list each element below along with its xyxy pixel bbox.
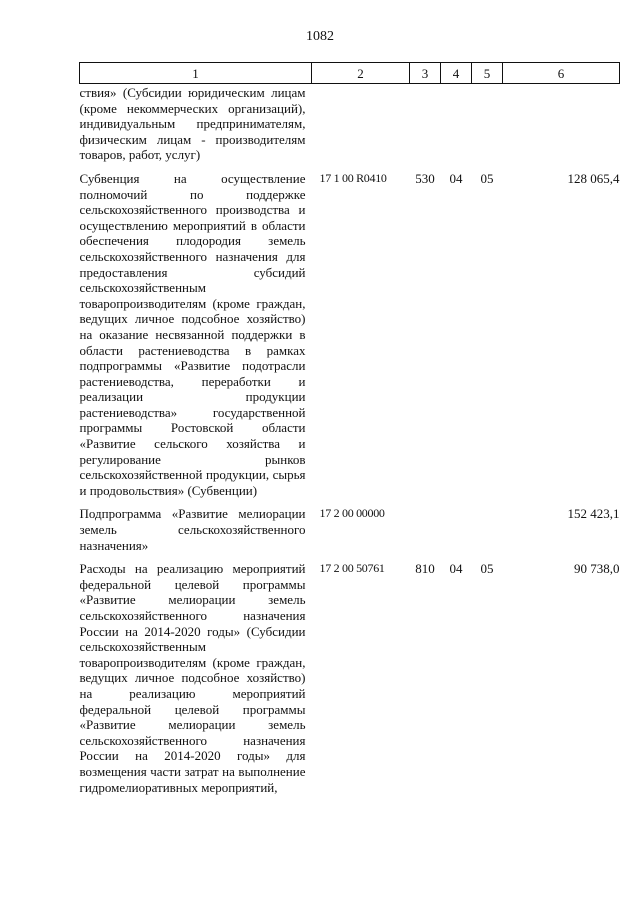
table-row <box>80 498 620 553</box>
row-name: Субвенция на осуществление полномочий по поддержке сельскохозяйственного производства и осуществлению мероприятий в области обеспечения плодородия земель сельскохозяйственного назначения для предоставления субсидий сельскохозяйственным товаропроизводителям (кроме граждан, ведущих личное подсобное хозяйство) на оказание несвязанной поддержки в области растениеводства в рамках подпрограммы «Развитие подотрасли растениеводства, переработки и реализации продукции растениеводства» государственной программы Ростовской области «Развитие сельского хозяйства и регулирование рынков сельскохозяйственной продукции, сырья и продовольствия» (Субвенции) <box>79 170 306 498</box>
row-pr: 05 <box>480 170 494 186</box>
row-code: 17 1 00 R0410 <box>319 170 387 185</box>
row-pr <box>472 84 503 163</box>
row-sum: 90 738,0 <box>574 561 620 577</box>
column-header-3: 3 <box>410 63 441 84</box>
row-rz: 04 <box>449 170 463 186</box>
row-code <box>312 84 410 163</box>
column-header-6: 6 <box>503 63 620 84</box>
row-sum <box>503 84 620 163</box>
column-header-4: 4 <box>441 63 472 84</box>
row-rz <box>441 84 472 163</box>
row-name: ствия» (Субсидии юридическим лицам (кроме некоммерческих организаций), индивидуальным предпринимателям, физическим лицам - производителям товаров, работ, услуг) <box>79 85 306 163</box>
row-code: 17 2 00 50761 <box>319 561 385 576</box>
budget-table <box>79 62 620 795</box>
column-header-1: 1 <box>80 63 312 84</box>
row-vr: 530 <box>415 170 435 186</box>
row-name: Подпрограмма «Развитие мелиорации земель сельскохозяйственного назначения» <box>79 506 306 553</box>
column-header-5: 5 <box>472 63 503 84</box>
row-name: Расходы на реализацию мероприятий федеральной целевой программы «Развитие мелиорации земель сельскохозяйственного назначения России на 2014-2020 годы» (Субсидии сельскохозяйственным товаропроизводителям (кроме граждан, ведущих личное подсобное хозяйство) на реализацию мероприятий федеральной целевой программы «Развитие мелиорации земель сельскохозяйственного назначения России на 2014-2020 годы» для возмещения части затрат на выполнение гидромелиоративных мероприятий, <box>79 561 306 795</box>
row-rz <box>441 498 472 553</box>
row-vr <box>410 498 441 553</box>
page-number: 1082 <box>306 29 334 44</box>
row-pr <box>472 498 503 553</box>
table-row <box>80 84 620 163</box>
row-pr: 05 <box>480 561 494 577</box>
row-sum: 152 423,1 <box>567 506 620 522</box>
budget-table-container <box>79 62 619 795</box>
row-rz: 04 <box>449 561 463 577</box>
row-vr: 810 <box>415 561 435 577</box>
row-vr <box>410 84 441 163</box>
row-sum: 128 065,4 <box>567 170 620 186</box>
table-row <box>80 163 620 498</box>
table-header-row <box>80 63 620 84</box>
column-header-2: 2 <box>312 63 410 84</box>
table-row <box>80 553 620 795</box>
row-code: 17 2 00 00000 <box>319 506 385 521</box>
